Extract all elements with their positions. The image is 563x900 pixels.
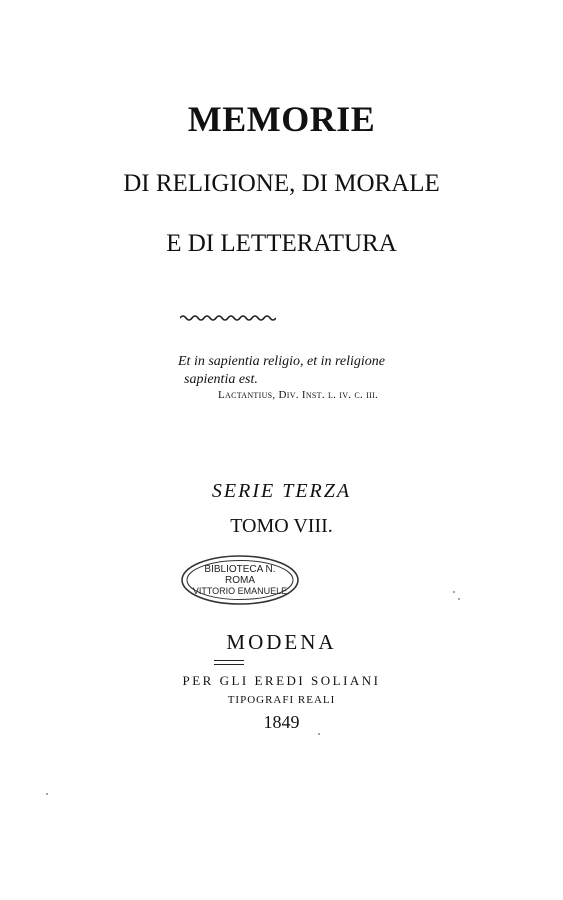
publication-city: MODENA xyxy=(226,630,337,654)
double-rule-bottom xyxy=(214,664,244,665)
subtitle-line-1: DI RELIGIONE, DI MORALE xyxy=(123,170,440,197)
stamp-line-1: BIBLIOTECA N. xyxy=(204,564,276,575)
epigraph-line-2: sapientia est. xyxy=(184,372,258,387)
decorative-ornament-rule xyxy=(180,314,276,322)
epigraph xyxy=(178,353,385,389)
paper-speck xyxy=(458,598,460,600)
publisher-line: PER GLI EREDI SOLIANI xyxy=(182,673,381,688)
epigraph-attribution: Lactantius, Div. Inst. l. iv. c. iii. xyxy=(218,389,379,401)
book-title: MEMORIE xyxy=(187,99,376,139)
epigraph-line-1: Et in sapientia religio, et in religione xyxy=(178,354,385,369)
printer-line: TIPOGRAFI REALI xyxy=(227,694,336,706)
paper-speck xyxy=(453,591,455,593)
publication-year: 1849 xyxy=(263,712,300,732)
stamp-line-3: VITTORIO EMANUELE xyxy=(192,586,288,596)
double-rule-top xyxy=(214,660,244,661)
volume-label: TOMO VIII. xyxy=(230,515,333,537)
stamp-line-2: ROMA xyxy=(225,575,255,586)
subtitle-line-2: E DI LETTERATURA xyxy=(166,230,397,257)
series-label: SERIE TERZA xyxy=(211,480,352,502)
library-stamp xyxy=(178,552,302,608)
paper-speck xyxy=(46,793,48,795)
paper-speck xyxy=(318,733,320,735)
